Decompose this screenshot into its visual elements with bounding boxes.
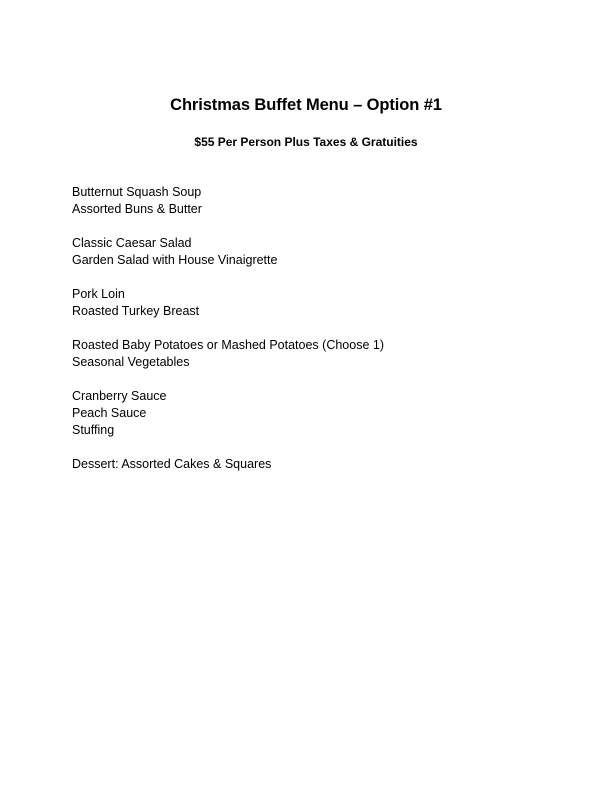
menu-item: Classic Caesar Salad xyxy=(72,236,192,250)
menu-group-condiments xyxy=(72,388,542,439)
menu-item: Roasted Baby Potatoes or Mashed Potatoes (Choose 1) xyxy=(72,338,384,352)
menu-group-dessert xyxy=(72,456,542,473)
menu-item: Roasted Turkey Breast xyxy=(72,304,200,318)
menu-item: Dessert: Assorted Cakes & Squares xyxy=(72,457,272,471)
menu-item: Butternut Squash Soup xyxy=(72,185,202,199)
menu-item: Seasonal Vegetables xyxy=(72,355,190,369)
menu-group-sides xyxy=(72,337,542,371)
menu-group-mains xyxy=(72,286,542,320)
menu-group-salads xyxy=(72,235,542,269)
menu-item: Stuffing xyxy=(72,423,115,437)
menu-item: Peach Sauce xyxy=(72,406,147,420)
menu-list xyxy=(72,184,542,490)
menu-item: Cranberry Sauce xyxy=(72,389,167,403)
menu-group-soup xyxy=(72,184,542,218)
menu-title: Christmas Buffet Menu – Option #1 xyxy=(170,96,442,114)
menu-item: Pork Loin xyxy=(72,287,125,301)
menu-item: Assorted Buns & Butter xyxy=(72,202,202,216)
price-subtitle: $55 Per Person Plus Taxes & Gratuities xyxy=(194,135,418,149)
menu-item: Garden Salad with House Vinaigrette xyxy=(72,253,278,267)
